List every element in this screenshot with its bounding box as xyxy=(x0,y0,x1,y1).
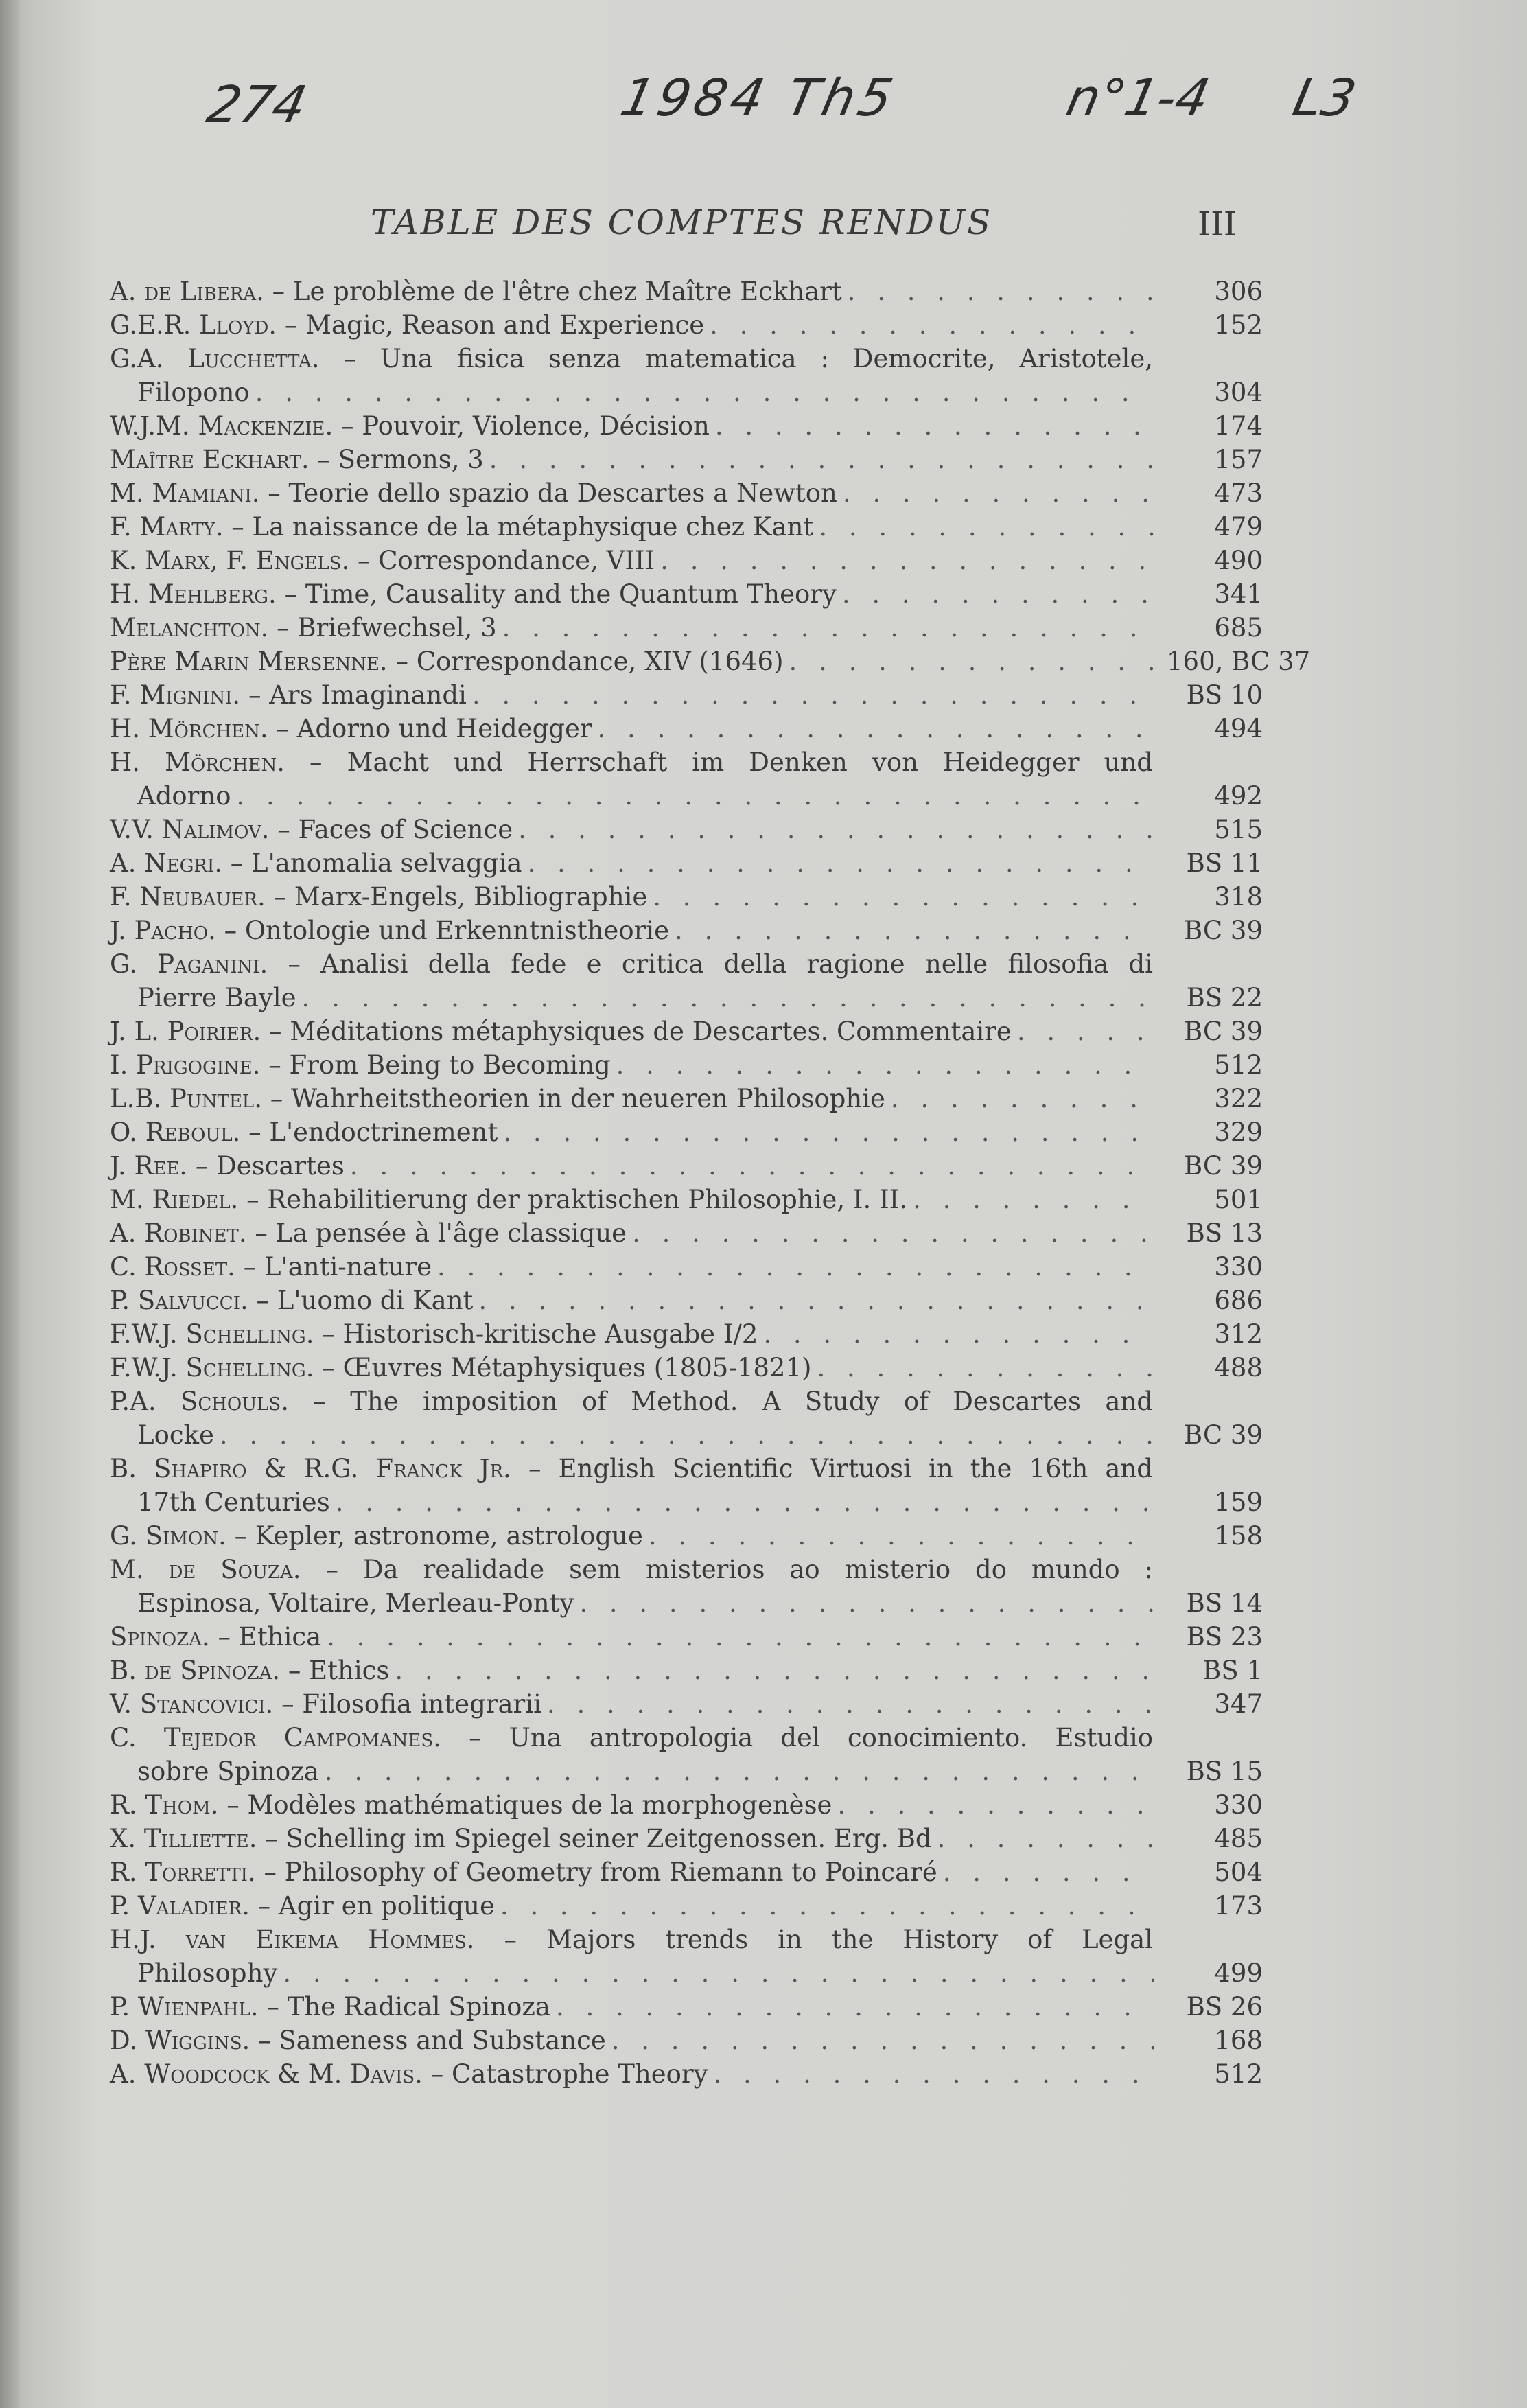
entry-title: – La naissance de la métaphysique chez Kant xyxy=(231,512,814,542)
dot-leader xyxy=(943,1855,1154,1889)
entry-page: 492 xyxy=(1214,781,1263,811)
dot-leader xyxy=(478,1284,1154,1317)
entry-page: BS 13 xyxy=(1186,1218,1263,1248)
entry-page: BS 10 xyxy=(1186,680,1263,710)
entry-author: H.J. van Eikema Hommes. xyxy=(110,1925,475,1954)
toc-entry xyxy=(110,1115,1263,1149)
entry-page: BC 39 xyxy=(1183,1017,1263,1046)
dot-leader xyxy=(502,611,1154,645)
entry-author: H. Mörchen. xyxy=(110,748,285,777)
entry-author: C. Tejedor Campomanes. xyxy=(110,1723,441,1752)
dot-leader xyxy=(891,1082,1154,1115)
dot-leader xyxy=(220,1418,1154,1452)
entry-author: D. Wiggins. xyxy=(110,2026,250,2055)
entry-title: – Œuvres Métaphysiques (1805-1821) xyxy=(322,1353,812,1382)
toc-entry-continuation xyxy=(110,1485,1263,1519)
table-of-reviews xyxy=(110,275,1311,2091)
dot-leader xyxy=(327,1620,1154,1654)
dot-leader xyxy=(675,914,1154,947)
toc-entry xyxy=(110,678,1263,712)
toc-entry-continuation xyxy=(110,375,1263,409)
entry-title: – Méditations métaphysiques de Descartes. Commentaire xyxy=(269,1017,1012,1046)
dot-leader xyxy=(837,1788,1154,1822)
toc-entry xyxy=(110,846,1263,880)
entry-author: C. Rosset. xyxy=(110,1252,235,1282)
page-number: III xyxy=(1198,205,1237,244)
entry-author: J. Pacho. xyxy=(110,916,216,945)
entry-title-continued: Filopono xyxy=(137,378,250,407)
toc-entry xyxy=(110,1788,1263,1822)
toc-entry xyxy=(110,712,1263,745)
toc-entry-continuation xyxy=(110,1755,1263,1788)
toc-entry-continuation xyxy=(110,779,1263,813)
entry-author: V. Stancovici. xyxy=(110,1689,274,1719)
entry-page: 490 xyxy=(1214,546,1263,575)
toc-entry xyxy=(110,1149,1263,1183)
entry-page: BC 39 xyxy=(1183,1151,1263,1181)
entry-author: G.A. Lucchetta. xyxy=(110,344,320,373)
toc-entry xyxy=(110,275,1263,308)
entry-title: – L'anomalia selvaggia xyxy=(230,848,522,878)
entry-title: – Correspondance, XIV (1646) xyxy=(395,647,784,676)
entry-title: – Philosophy of Geometry from Riemann to Poincaré xyxy=(264,1857,937,1887)
toc-entry xyxy=(110,510,1263,544)
entry-page: 157 xyxy=(1214,445,1263,474)
entry-page: 330 xyxy=(1214,1252,1263,1282)
entry-page: 686 xyxy=(1214,1286,1263,1315)
dot-leader xyxy=(616,1048,1154,1082)
dot-leader xyxy=(472,678,1154,712)
entry-title: – Una antropologia del conocimiento. Estudio xyxy=(469,1723,1154,1752)
entry-title: – Filosofia integrarii xyxy=(281,1689,541,1719)
entry-author: B. Shapiro & R.G. Franck Jr. xyxy=(110,1454,511,1483)
entry-page: 512 xyxy=(1214,2059,1263,2089)
toc-entry xyxy=(110,1015,1263,1048)
handwritten-issues: n°1-4 xyxy=(1061,69,1215,128)
entry-title-continued: 17th Centuries xyxy=(137,1487,330,1517)
entry-title-continued: Philosophy xyxy=(137,1958,278,1988)
entry-author: W.J.M. Mackenzie. xyxy=(110,411,334,441)
dot-leader xyxy=(715,409,1154,443)
toc-entry xyxy=(110,1452,1263,1485)
entry-title: – Ars Imaginandi xyxy=(248,680,467,710)
toc-entry xyxy=(110,1351,1263,1385)
dot-leader xyxy=(817,1351,1154,1385)
entry-author: Spinoza. xyxy=(110,1622,210,1652)
entry-page: 347 xyxy=(1214,1689,1263,1719)
toc-entry xyxy=(110,1317,1263,1351)
entry-title: – Le problème de l'être chez Maître Eckhart xyxy=(272,277,842,306)
entry-page: 322 xyxy=(1214,1084,1263,1113)
entry-author: H. Mehlberg. xyxy=(110,579,277,609)
entry-title-continued: Adorno xyxy=(137,781,231,811)
toc-entry xyxy=(110,1721,1263,1755)
toc-entry xyxy=(110,308,1263,342)
entry-author: I. Prigogine. xyxy=(110,1050,261,1080)
toc-entry xyxy=(110,1654,1263,1687)
entry-title: – Kepler, astronome, astrologue xyxy=(234,1521,643,1551)
entry-page: BS 15 xyxy=(1186,1757,1263,1786)
entry-title: – Magic, Reason and Experience xyxy=(284,310,705,340)
page-title: TABLE DES COMPTES RENDUS xyxy=(371,202,993,242)
dot-leader xyxy=(283,1956,1154,1990)
dot-leader xyxy=(913,1183,1154,1216)
dot-leader xyxy=(325,1755,1154,1788)
dot-leader xyxy=(236,779,1154,813)
entry-title-continued: Espinosa, Voltaire, Merleau-Ponty xyxy=(137,1588,574,1618)
entry-page: 304 xyxy=(1214,378,1263,407)
entry-page: BS 23 xyxy=(1186,1622,1263,1652)
entry-title: – Sameness and Substance xyxy=(258,2026,606,2055)
entry-author: V.V. Nalimov. xyxy=(110,815,270,844)
dot-leader xyxy=(611,2024,1154,2057)
entry-page: BS 14 xyxy=(1186,1588,1263,1618)
toc-entry xyxy=(110,1822,1263,1855)
entry-page: BC 39 xyxy=(1183,1420,1263,1450)
entry-title: – Historisch-kritische Ausgabe I/2 xyxy=(322,1319,758,1349)
entry-page: 501 xyxy=(1214,1185,1263,1214)
dot-leader xyxy=(763,1317,1154,1351)
dot-leader xyxy=(437,1250,1154,1284)
entry-page: BC 39 xyxy=(1183,916,1263,945)
toc-entry xyxy=(110,1216,1263,1250)
entry-author: F. Mignini. xyxy=(110,680,241,710)
entry-page: 488 xyxy=(1214,1353,1263,1382)
entry-title: – Da realidade sem misterios ao misterio do mundo : xyxy=(325,1555,1154,1584)
entry-title: – Ontologie und Erkenntnistheorie xyxy=(224,916,670,945)
handwritten-number: 274 xyxy=(202,76,312,135)
entry-title: – Macht und Herrschaft im Denken von Heidegger und xyxy=(310,748,1153,777)
dot-leader xyxy=(632,1216,1154,1250)
entry-author: R. Thom. xyxy=(110,1790,219,1820)
entry-title: – The Radical Spinoza xyxy=(266,1992,550,2022)
entry-page: 158 xyxy=(1214,1521,1263,1551)
dot-leader xyxy=(528,846,1155,880)
toc-entry xyxy=(110,1923,1263,1956)
toc-entry xyxy=(110,1889,1263,1923)
entry-title: – Majors trends in the History of Legal xyxy=(504,1925,1154,1954)
toc-entry xyxy=(110,1183,1263,1216)
page-header xyxy=(0,202,1527,257)
entry-author: P. Wienpahl. xyxy=(110,1992,259,2022)
entry-author: A. Woodcock & M. Davis. xyxy=(110,2059,423,2089)
entry-author: F. Neubauer. xyxy=(110,882,266,912)
entry-title: – Agir en politique xyxy=(257,1891,495,1921)
dot-leader xyxy=(336,1485,1154,1519)
toc-entry xyxy=(110,1048,1263,1082)
entry-author: F.W.J. Schelling. xyxy=(110,1319,314,1349)
toc-entry xyxy=(110,611,1263,645)
toc-entry xyxy=(110,2024,1263,2057)
entry-page: 494 xyxy=(1214,714,1263,743)
toc-entry xyxy=(110,1687,1263,1721)
handwritten-year: 1984 Th5 xyxy=(615,69,902,128)
dot-leader xyxy=(579,1586,1154,1620)
toc-entry xyxy=(110,1250,1263,1284)
dot-leader xyxy=(848,275,1154,308)
entry-title: – From Being to Becoming xyxy=(268,1050,611,1080)
entry-author: G. Simon. xyxy=(110,1521,226,1551)
toc-entry xyxy=(110,1385,1263,1418)
entry-author: P. Valadier. xyxy=(110,1891,250,1921)
entry-page: BS 1 xyxy=(1202,1656,1263,1685)
toc-entry xyxy=(110,745,1263,779)
entry-author: A. Negri. xyxy=(110,848,222,878)
toc-entry xyxy=(110,1082,1263,1115)
toc-entry xyxy=(110,1284,1263,1317)
toc-entry xyxy=(110,880,1263,914)
dot-leader xyxy=(842,577,1154,611)
entry-title: – Ethics xyxy=(288,1656,390,1685)
dot-leader xyxy=(503,1115,1154,1149)
entry-author: P. Salvucci. xyxy=(110,1286,248,1315)
dot-leader xyxy=(710,308,1154,342)
toc-entry xyxy=(110,342,1263,375)
entry-page: 318 xyxy=(1214,882,1263,912)
dot-leader xyxy=(302,981,1154,1015)
entry-author: F. Marty. xyxy=(110,512,224,542)
entry-title: – Analisi della fede e critica della ragione nelle filosofia di xyxy=(288,949,1154,979)
entry-author: A. Robinet. xyxy=(110,1218,247,1248)
entry-page: 515 xyxy=(1214,815,1263,844)
dot-leader xyxy=(789,645,1154,678)
dot-leader xyxy=(518,813,1154,846)
entry-title: – Marx-Engels, Bibliographie xyxy=(273,882,648,912)
dot-leader xyxy=(937,1822,1154,1855)
entry-page: 159 xyxy=(1214,1487,1263,1517)
entry-title: – Wahrheitstheorien in der neueren Philosophie xyxy=(270,1084,885,1113)
entry-page: 160, BC 37 xyxy=(1167,647,1311,676)
entry-author: A. de Libera. xyxy=(110,277,264,306)
toc-entry xyxy=(110,1990,1263,2024)
entry-title: – L'endoctrinement xyxy=(248,1118,498,1147)
dot-leader xyxy=(547,1687,1154,1721)
entry-page: 329 xyxy=(1214,1118,1263,1147)
entry-author: X. Tilliette. xyxy=(110,1824,257,1853)
entry-author: M. Mamiani. xyxy=(110,478,260,508)
entry-author: B. de Spinoza. xyxy=(110,1656,281,1685)
entry-title: – Schelling im Spiegel seiner Zeitgenossen. Erg. Bd xyxy=(265,1824,932,1853)
entry-title: – Faces of Science xyxy=(277,815,513,844)
entry-title: – Catastrophe Theory xyxy=(430,2059,708,2089)
toc-entry-continuation xyxy=(110,981,1263,1015)
toc-entry-continuation xyxy=(110,1956,1263,1990)
entry-title: – Correspondance, VIII xyxy=(357,546,655,575)
entry-title: – Una fisica senza matematica : Democrite, Aristotele, xyxy=(343,344,1153,373)
entry-author: M. de Souza. xyxy=(110,1555,301,1584)
entry-page: BS 11 xyxy=(1186,848,1263,878)
entry-author: F.W.J. Schelling. xyxy=(110,1353,314,1382)
entry-page: 485 xyxy=(1214,1824,1263,1853)
entry-page: 512 xyxy=(1214,1050,1263,1080)
entry-page: 152 xyxy=(1214,310,1263,340)
entry-author: R. Torretti. xyxy=(110,1857,256,1887)
entry-title-continued: Locke xyxy=(137,1420,214,1450)
entry-author: H. Mörchen. xyxy=(110,714,268,743)
dot-leader xyxy=(653,880,1154,914)
entry-author: L.B. Puntel. xyxy=(110,1084,262,1113)
entry-title-continued: Pierre Bayle xyxy=(137,983,296,1012)
entry-page: BS 22 xyxy=(1186,983,1263,1012)
dot-leader xyxy=(255,375,1154,409)
entry-page: 479 xyxy=(1214,512,1263,542)
entry-author: Melanchton. xyxy=(110,613,269,642)
entry-page: 312 xyxy=(1214,1319,1263,1349)
toc-entry xyxy=(110,2057,1263,2091)
toc-entry-continuation xyxy=(110,1418,1263,1452)
entry-title: – La pensée à l'âge classique xyxy=(255,1218,627,1248)
dot-leader xyxy=(556,1990,1154,2024)
entry-author: Père Marin Mersenne. xyxy=(110,647,388,676)
entry-title: – The imposition of Method. A Study of Descartes and xyxy=(313,1387,1153,1416)
entry-title: – L'anti-nature xyxy=(243,1252,432,1282)
entry-author: Maître Eckhart. xyxy=(110,445,310,474)
toc-entry xyxy=(110,1553,1263,1586)
toc-entry xyxy=(110,1620,1263,1654)
entry-page: 174 xyxy=(1214,411,1263,441)
entry-title: – Ethica xyxy=(218,1622,322,1652)
entry-page: 341 xyxy=(1214,579,1263,609)
entry-title: – Briefwechsel, 3 xyxy=(277,613,497,642)
toc-entry xyxy=(110,409,1263,443)
entry-title: – Pouvoir, Violence, Décision xyxy=(341,411,710,441)
entry-title: – Time, Causality and the Quantum Theory xyxy=(284,579,837,609)
entry-author: M. Riedel. xyxy=(110,1185,239,1214)
entry-author: J. L. Poirier. xyxy=(110,1017,261,1046)
entry-author: G. Paganini. xyxy=(110,949,268,979)
entry-author: K. Marx, F. Engels. xyxy=(110,546,350,575)
entry-page: 173 xyxy=(1214,1891,1263,1921)
entry-title: – English Scientific Virtuosi in the 16th and xyxy=(528,1454,1153,1483)
entry-page: 330 xyxy=(1214,1790,1263,1820)
dot-leader xyxy=(1017,1015,1154,1048)
toc-entry xyxy=(110,813,1263,846)
entry-author: P.A. Schouls. xyxy=(110,1387,289,1416)
handwritten-code: L3 xyxy=(1287,69,1362,128)
dot-leader xyxy=(350,1149,1154,1183)
dot-leader xyxy=(489,443,1154,476)
toc-entry-continuation xyxy=(110,1586,1263,1620)
toc-entry xyxy=(110,577,1263,611)
dot-leader xyxy=(649,1519,1154,1553)
entry-page: 168 xyxy=(1214,2026,1263,2055)
toc-entry xyxy=(110,476,1263,510)
entry-page: BS 26 xyxy=(1186,1992,1263,2022)
entry-author: J. Ree. xyxy=(110,1151,188,1181)
toc-entry xyxy=(110,1519,1263,1553)
entry-title: – Sermons, 3 xyxy=(317,445,484,474)
dot-leader xyxy=(598,712,1154,745)
toc-entry xyxy=(110,947,1263,981)
entry-title: – Modèles mathématiques de la morphogenèse xyxy=(226,1790,832,1820)
entry-page: 473 xyxy=(1214,478,1263,508)
entry-author: G.E.R. Lloyd. xyxy=(110,310,277,340)
dot-leader xyxy=(660,544,1154,577)
entry-author: O. Reboul. xyxy=(110,1118,241,1147)
dot-leader xyxy=(819,510,1154,544)
entry-title-continued: sobre Spinoza xyxy=(137,1757,319,1786)
entry-page: 504 xyxy=(1214,1857,1263,1887)
entry-page: 499 xyxy=(1214,1958,1263,1988)
entry-title: – L'uomo di Kant xyxy=(256,1286,474,1315)
book-spine-shadow xyxy=(0,0,19,2408)
toc-entry xyxy=(110,1855,1263,1889)
dot-leader xyxy=(395,1654,1154,1687)
toc-entry xyxy=(110,914,1263,947)
entry-page: 685 xyxy=(1214,613,1263,642)
handwritten-annotation xyxy=(0,69,1527,165)
entry-title: – Rehabilitierung der praktischen Philosophie, I. II. xyxy=(246,1185,908,1214)
toc-entry xyxy=(110,443,1263,476)
toc-entry xyxy=(110,645,1311,678)
entry-title: – Teorie dello spazio da Descartes a Newton xyxy=(268,478,837,508)
entry-page: 306 xyxy=(1214,277,1263,306)
entry-title: – Descartes xyxy=(195,1151,345,1181)
toc-entry xyxy=(110,544,1263,577)
dot-leader xyxy=(500,1889,1154,1923)
dot-leader xyxy=(714,2057,1154,2091)
entry-title: – Adorno und Heidegger xyxy=(276,714,592,743)
dot-leader xyxy=(843,476,1154,510)
